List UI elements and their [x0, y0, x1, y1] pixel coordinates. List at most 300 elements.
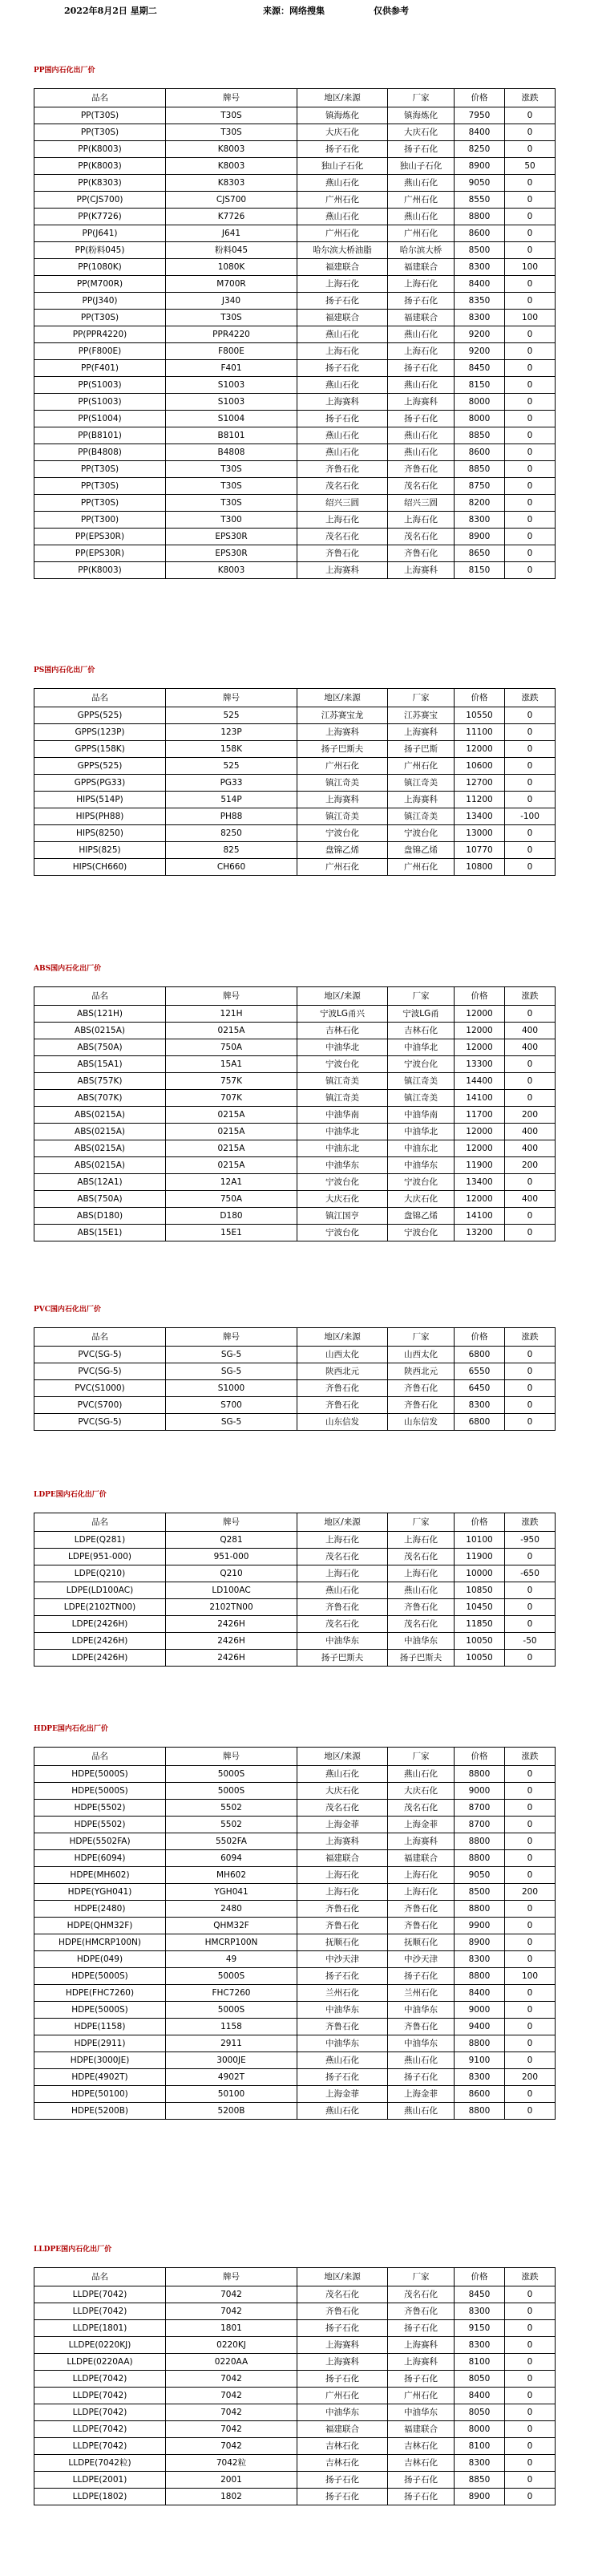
table-cell: K8003 — [166, 562, 297, 579]
price-table-hdpe — [34, 1747, 556, 2120]
table-cell: 8850 — [455, 461, 505, 478]
column-header: 地区/来源 — [297, 987, 388, 1006]
table-cell: 兰州石化 — [297, 1985, 388, 2002]
table-cell: 7042 — [166, 2286, 297, 2303]
column-header: 地区/来源 — [297, 1513, 388, 1532]
table-cell: 中油东北 — [297, 1140, 388, 1157]
table-cell: HDPE(FHC7260) — [34, 1985, 166, 2002]
table-cell: 8000 — [455, 411, 505, 427]
table-cell: MH602 — [166, 1867, 297, 1884]
table-cell: 扬子石化 — [388, 2472, 455, 2489]
table-cell: 中油东北 — [388, 1140, 455, 1157]
table-cell: 10800 — [455, 859, 505, 876]
price-table-abs — [34, 986, 556, 1241]
table-header-row — [34, 1328, 556, 1347]
table-row — [34, 1380, 556, 1397]
table-cell: 8800 — [455, 1850, 505, 1867]
table-cell: 0 — [505, 775, 556, 792]
table-row — [34, 529, 556, 545]
table-cell: 13200 — [455, 1225, 505, 1241]
table-cell: 燕山石化 — [388, 209, 455, 225]
table-cell: 燕山石化 — [388, 2052, 455, 2069]
table-cell: 宁波台化 — [297, 1056, 388, 1073]
table-cell: 福建联合 — [388, 1850, 455, 1867]
table-cell: 8900 — [455, 158, 505, 175]
table-cell: 757K — [166, 1073, 297, 1090]
table-cell: 上海石化 — [388, 276, 455, 293]
table-cell: 扬子石化 — [297, 2371, 388, 2388]
table-cell: GPPS(525) — [34, 707, 166, 724]
table-cell: 0 — [505, 478, 556, 495]
table-cell: 扬子石化 — [388, 2489, 455, 2505]
table-cell: ABS(750A) — [34, 1039, 166, 1056]
table-cell: 0 — [505, 1363, 556, 1380]
table-cell: 茂名石化 — [388, 1616, 455, 1633]
table-cell: 5502FA — [166, 1833, 297, 1850]
table-cell: 上海石化 — [297, 1532, 388, 1549]
table-cell: 扬子巴斯夫 — [388, 1650, 455, 1667]
table-row — [34, 1208, 556, 1225]
report-date: 2022年8月2日 星期二 — [64, 6, 157, 16]
table-cell: LLDPE(7042) — [34, 2388, 166, 2404]
table-cell: 7042 — [166, 2388, 297, 2404]
table-row — [34, 1006, 556, 1023]
table-cell: 8700 — [455, 1800, 505, 1817]
table-cell: PP(T30S) — [34, 478, 166, 495]
table-cell: 0 — [505, 175, 556, 192]
column-header: 价格 — [455, 689, 505, 707]
table-cell: 齐鲁石化 — [297, 1380, 388, 1397]
table-cell: ABS(757K) — [34, 1073, 166, 1090]
table-cell: 0 — [505, 192, 556, 209]
table-cell: 齐鲁石化 — [297, 1918, 388, 1934]
table-cell: 0220KJ — [166, 2337, 297, 2354]
table-cell: SG-5 — [166, 1363, 297, 1380]
table-cell: 8650 — [455, 545, 505, 562]
table-cell: 陕西北元 — [388, 1363, 455, 1380]
table-cell: ABS(0215A) — [34, 1023, 166, 1039]
table-cell: 8800 — [455, 2035, 505, 2052]
table-cell: PP(EPS30R) — [34, 529, 166, 545]
table-row — [34, 209, 556, 225]
table-cell: S1003 — [166, 394, 297, 411]
table-row — [34, 1225, 556, 1241]
table-cell: 12000 — [455, 741, 505, 758]
table-cell: FHC7260 — [166, 1985, 297, 2002]
table-cell: 福建联合 — [388, 310, 455, 326]
table-cell: 上海赛科 — [388, 562, 455, 579]
table-cell: 10050 — [455, 1633, 505, 1650]
column-header: 价格 — [455, 1328, 505, 1347]
table-cell: 0 — [505, 2337, 556, 2354]
table-row — [34, 1532, 556, 1549]
table-cell: 江苏赛宝龙 — [297, 707, 388, 724]
table-cell: 8600 — [455, 225, 505, 242]
table-row — [34, 741, 556, 758]
table-cell: 10550 — [455, 707, 505, 724]
table-cell: 2001 — [166, 2472, 297, 2489]
table-cell: 哈尔滨大桥 — [388, 242, 455, 259]
table-row — [34, 1414, 556, 1431]
table-cell: 独山子石化 — [388, 158, 455, 175]
table-cell: 陕西北元 — [297, 1363, 388, 1380]
table-cell: 上海赛科 — [297, 1833, 388, 1850]
table-cell: HDPE(049) — [34, 1951, 166, 1968]
table-cell: PP(S1003) — [34, 377, 166, 394]
table-cell: 上海石化 — [388, 1884, 455, 1901]
section-title: LLDPE国内石化出厂价 — [34, 2246, 112, 2254]
table-cell: 0 — [505, 1616, 556, 1633]
table-cell: PP(粉料045) — [34, 242, 166, 259]
table-cell: 9050 — [455, 1867, 505, 1884]
table-row — [34, 1850, 556, 1867]
table-cell: 1801 — [166, 2320, 297, 2337]
table-cell: 宁波LG甬兴 — [297, 1006, 388, 1023]
table-cell: 14100 — [455, 1208, 505, 1225]
section-title: PP国内石化出厂价 — [34, 67, 95, 75]
table-row — [34, 225, 556, 242]
table-cell: 燕山石化 — [297, 326, 388, 343]
table-cell: 8800 — [455, 1968, 505, 1985]
table-cell: LLDPE(1801) — [34, 2320, 166, 2337]
table-row — [34, 1397, 556, 1414]
table-row — [34, 2388, 556, 2404]
table-cell: 上海石化 — [297, 512, 388, 529]
table-cell: PP(M700R) — [34, 276, 166, 293]
table-cell: 8800 — [455, 2103, 505, 2120]
table-cell: 13400 — [455, 808, 505, 825]
table-row — [34, 444, 556, 461]
table-cell: ABS(15A1) — [34, 1056, 166, 1073]
table-cell: 中沙天津 — [388, 1951, 455, 1968]
table-cell: PP(S1004) — [34, 411, 166, 427]
column-header: 涨跌 — [505, 89, 556, 107]
table-cell: 0 — [505, 512, 556, 529]
table-header-row — [34, 689, 556, 707]
table-cell: 200 — [505, 1884, 556, 1901]
table-cell: 中油华东 — [297, 2002, 388, 2019]
table-cell: 8850 — [455, 427, 505, 444]
table-cell: S700 — [166, 1397, 297, 1414]
table-cell: 8800 — [455, 1833, 505, 1850]
table-row — [34, 1968, 556, 1985]
table-cell: LLDPE(7042) — [34, 2421, 166, 2438]
table-cell: 8000 — [455, 394, 505, 411]
table-cell: PP(S1003) — [34, 394, 166, 411]
table-cell: 中沙天津 — [297, 1951, 388, 1968]
table-cell: 14400 — [455, 1073, 505, 1090]
table-cell: 扬子石化 — [388, 2069, 455, 2086]
column-header: 涨跌 — [505, 689, 556, 707]
table-cell: LD100AC — [166, 1582, 297, 1599]
table-cell: 0 — [505, 1800, 556, 1817]
table-cell: LLDPE(1802) — [34, 2489, 166, 2505]
table-cell: 6094 — [166, 1850, 297, 1867]
table-cell: 8000 — [455, 2421, 505, 2438]
table-cell: 7042 — [166, 2371, 297, 2388]
column-header: 牌号 — [166, 1328, 297, 1347]
table-cell: PP(K8003) — [34, 562, 166, 579]
table-row — [34, 724, 556, 741]
table-row — [34, 1985, 556, 2002]
table-cell: 50 — [505, 158, 556, 175]
table-cell: 扬子石化 — [388, 411, 455, 427]
table-row — [34, 2438, 556, 2455]
table-cell: 0 — [505, 1347, 556, 1363]
table-row — [34, 1347, 556, 1363]
table-cell: GPPS(525) — [34, 758, 166, 775]
table-cell: 1080K — [166, 259, 297, 276]
table-row — [34, 859, 556, 876]
table-cell: 吉林石化 — [297, 2438, 388, 2455]
table-row — [34, 1867, 556, 1884]
table-cell: J641 — [166, 225, 297, 242]
table-cell: LLDPE(7042) — [34, 2303, 166, 2320]
table-cell: -100 — [505, 808, 556, 825]
table-cell: 福建联合 — [297, 1850, 388, 1867]
table-cell: 扬子石化 — [388, 293, 455, 310]
table-cell: 0 — [505, 1901, 556, 1918]
table-header-row — [34, 1513, 556, 1532]
table-cell: PVC(SG-5) — [34, 1363, 166, 1380]
table-cell: 上海赛科 — [297, 2354, 388, 2371]
table-cell: 514P — [166, 792, 297, 808]
table-cell: 茂名石化 — [388, 478, 455, 495]
table-cell: 齐鲁石化 — [297, 1599, 388, 1616]
table-cell: 0 — [505, 2388, 556, 2404]
table-cell: 扬子石化 — [297, 141, 388, 158]
table-cell: 0 — [505, 1380, 556, 1397]
table-cell: 大庆石化 — [388, 1783, 455, 1800]
table-row — [34, 1633, 556, 1650]
table-cell: LLDPE(7042) — [34, 2286, 166, 2303]
table-cell: 镇江奇美 — [297, 1073, 388, 1090]
report-note: 仅供参考 — [374, 6, 409, 16]
table-cell: HIPS(CH660) — [34, 859, 166, 876]
table-row — [34, 343, 556, 360]
table-cell: 8800 — [455, 1766, 505, 1783]
table-cell: 8400 — [455, 276, 505, 293]
table-cell: 5502 — [166, 1800, 297, 1817]
table-cell: 扬子石化 — [388, 1968, 455, 1985]
table-cell: 扬子石化 — [388, 2371, 455, 2388]
table-cell: Q210 — [166, 1565, 297, 1582]
table-row — [34, 2103, 556, 2120]
table-cell: 100 — [505, 259, 556, 276]
column-header: 厂家 — [388, 1748, 455, 1766]
table-cell: 扬子巴斯夫 — [297, 1650, 388, 1667]
table-row — [34, 1616, 556, 1633]
table-cell: S1003 — [166, 377, 297, 394]
table-cell: 江苏赛宝 — [388, 707, 455, 724]
table-cell: HIPS(PH88) — [34, 808, 166, 825]
table-cell: PP(B4808) — [34, 444, 166, 461]
table-cell: LLDPE(2001) — [34, 2472, 166, 2489]
table-cell: 0 — [505, 1934, 556, 1951]
table-cell: 0 — [505, 1073, 556, 1090]
column-header: 品名 — [34, 689, 166, 707]
table-cell: HDPE(6094) — [34, 1850, 166, 1867]
table-cell: ABS(D180) — [34, 1208, 166, 1225]
table-row — [34, 1039, 556, 1056]
table-header-row — [34, 89, 556, 107]
table-cell: 上海赛科 — [388, 394, 455, 411]
table-cell: HDPE(1158) — [34, 2019, 166, 2035]
table-cell: 9100 — [455, 2052, 505, 2069]
table-cell: 0 — [505, 1833, 556, 1850]
table-row — [34, 775, 556, 792]
table-cell: 茂名石化 — [388, 2286, 455, 2303]
column-header: 品名 — [34, 1748, 166, 1766]
table-row — [34, 377, 556, 394]
table-row — [34, 293, 556, 310]
table-cell: 0 — [505, 792, 556, 808]
table-row — [34, 326, 556, 343]
table-cell: LLDPE(7042) — [34, 2438, 166, 2455]
column-header: 涨跌 — [505, 1328, 556, 1347]
table-cell: 750A — [166, 1191, 297, 1208]
table-cell: 13300 — [455, 1056, 505, 1073]
table-cell: 8150 — [455, 377, 505, 394]
table-cell: 山东信发 — [388, 1414, 455, 1431]
table-cell: 0 — [505, 741, 556, 758]
table-cell: M700R — [166, 276, 297, 293]
table-cell: 燕山石化 — [388, 1582, 455, 1599]
column-header: 品名 — [34, 1513, 166, 1532]
table-cell: 11900 — [455, 1549, 505, 1565]
price-table-ps — [34, 688, 556, 876]
column-header: 价格 — [455, 1748, 505, 1766]
table-row — [34, 427, 556, 444]
table-cell: HDPE(5000S) — [34, 1783, 166, 1800]
table-cell: 齐鲁石化 — [388, 1918, 455, 1934]
table-cell: 10100 — [455, 1532, 505, 1549]
table-cell: 6450 — [455, 1380, 505, 1397]
table-cell: HDPE(5000S) — [34, 2002, 166, 2019]
table-cell: 中油华北 — [388, 1039, 455, 1056]
table-row — [34, 478, 556, 495]
table-cell: PVC(S1000) — [34, 1380, 166, 1397]
table-cell: HIPS(514P) — [34, 792, 166, 808]
table-cell: LLDPE(7042) — [34, 2371, 166, 2388]
table-cell: 9200 — [455, 343, 505, 360]
column-header: 地区/来源 — [297, 1328, 388, 1347]
table-cell: 0 — [505, 411, 556, 427]
table-cell: HDPE(5200B) — [34, 2103, 166, 2120]
table-cell: CH660 — [166, 859, 297, 876]
table-cell: 2480 — [166, 1901, 297, 1918]
table-cell: 中油华东 — [388, 1633, 455, 1650]
table-row — [34, 545, 556, 562]
column-header: 牌号 — [166, 89, 297, 107]
table-cell: 9900 — [455, 1918, 505, 1934]
table-cell: 11200 — [455, 792, 505, 808]
table-cell: 上海赛科 — [297, 724, 388, 741]
table-row — [34, 1599, 556, 1616]
table-cell: 上海赛科 — [297, 792, 388, 808]
table-cell: 0 — [505, 2103, 556, 2120]
table-cell: 8900 — [455, 529, 505, 545]
table-row — [34, 1174, 556, 1191]
table-cell: Q281 — [166, 1532, 297, 1549]
table-cell: LDPE(Q281) — [34, 1532, 166, 1549]
table-cell: 镇江奇美 — [388, 808, 455, 825]
table-cell: K8303 — [166, 175, 297, 192]
table-cell: 400 — [505, 1039, 556, 1056]
table-cell: 大庆石化 — [297, 1783, 388, 1800]
table-cell: 8150 — [455, 562, 505, 579]
table-cell: 8450 — [455, 2286, 505, 2303]
column-header: 涨跌 — [505, 1513, 556, 1532]
table-row — [34, 1817, 556, 1833]
table-cell: LLDPE(7042) — [34, 2404, 166, 2421]
table-cell: 2911 — [166, 2035, 297, 2052]
column-header: 牌号 — [166, 2268, 297, 2286]
table-cell: 扬子巴斯夫 — [297, 741, 388, 758]
table-cell: 盘锦乙烯 — [388, 842, 455, 859]
table-cell: 0 — [505, 141, 556, 158]
column-header: 品名 — [34, 2268, 166, 2286]
table-cell: 7042 — [166, 2421, 297, 2438]
column-header: 价格 — [455, 2268, 505, 2286]
table-cell: 49 — [166, 1951, 297, 1968]
table-cell: 兰州石化 — [388, 1985, 455, 2002]
table-cell: 0 — [505, 326, 556, 343]
table-cell: PP(PPR4220) — [34, 326, 166, 343]
section-title: LDPE国内石化出厂价 — [34, 1491, 107, 1499]
table-cell: 0 — [505, 1850, 556, 1867]
table-cell: 0 — [505, 377, 556, 394]
table-cell: 750A — [166, 1039, 297, 1056]
table-cell: 0 — [505, 2002, 556, 2019]
table-row — [34, 1783, 556, 1800]
table-cell: J340 — [166, 293, 297, 310]
table-cell: 中油华东 — [297, 2035, 388, 2052]
table-cell: 525 — [166, 707, 297, 724]
table-cell: T300 — [166, 512, 297, 529]
table-cell: 8900 — [455, 1934, 505, 1951]
table-cell: K7726 — [166, 209, 297, 225]
table-cell: 13400 — [455, 1174, 505, 1191]
table-cell: 12000 — [455, 1140, 505, 1157]
table-row — [34, 2052, 556, 2069]
table-cell: 绍兴三圆 — [297, 495, 388, 512]
table-cell: 8350 — [455, 293, 505, 310]
section-title: HDPE国内石化出厂价 — [34, 1725, 108, 1733]
table-cell: PP(T30S) — [34, 461, 166, 478]
table-cell: S1004 — [166, 411, 297, 427]
table-cell: 0 — [505, 1766, 556, 1783]
table-cell: 10000 — [455, 1565, 505, 1582]
table-cell: 0 — [505, 276, 556, 293]
table-cell: 燕山石化 — [297, 1766, 388, 1783]
table-cell: 广州石化 — [388, 758, 455, 775]
table-cell: 8250 — [166, 825, 297, 842]
table-cell: GPPS(PG33) — [34, 775, 166, 792]
table-cell: GPPS(123P) — [34, 724, 166, 741]
table-cell: PP(T30S) — [34, 310, 166, 326]
table-cell: 燕山石化 — [388, 377, 455, 394]
table-cell: 燕山石化 — [297, 2052, 388, 2069]
table-cell: 0 — [505, 2371, 556, 2388]
table-row — [34, 1565, 556, 1582]
table-row — [34, 1363, 556, 1380]
table-cell: 0 — [505, 1918, 556, 1934]
page-header — [0, 2, 594, 19]
table-cell: 400 — [505, 1023, 556, 1039]
table-cell: 7042粒 — [166, 2455, 297, 2472]
table-cell: 200 — [505, 2069, 556, 2086]
